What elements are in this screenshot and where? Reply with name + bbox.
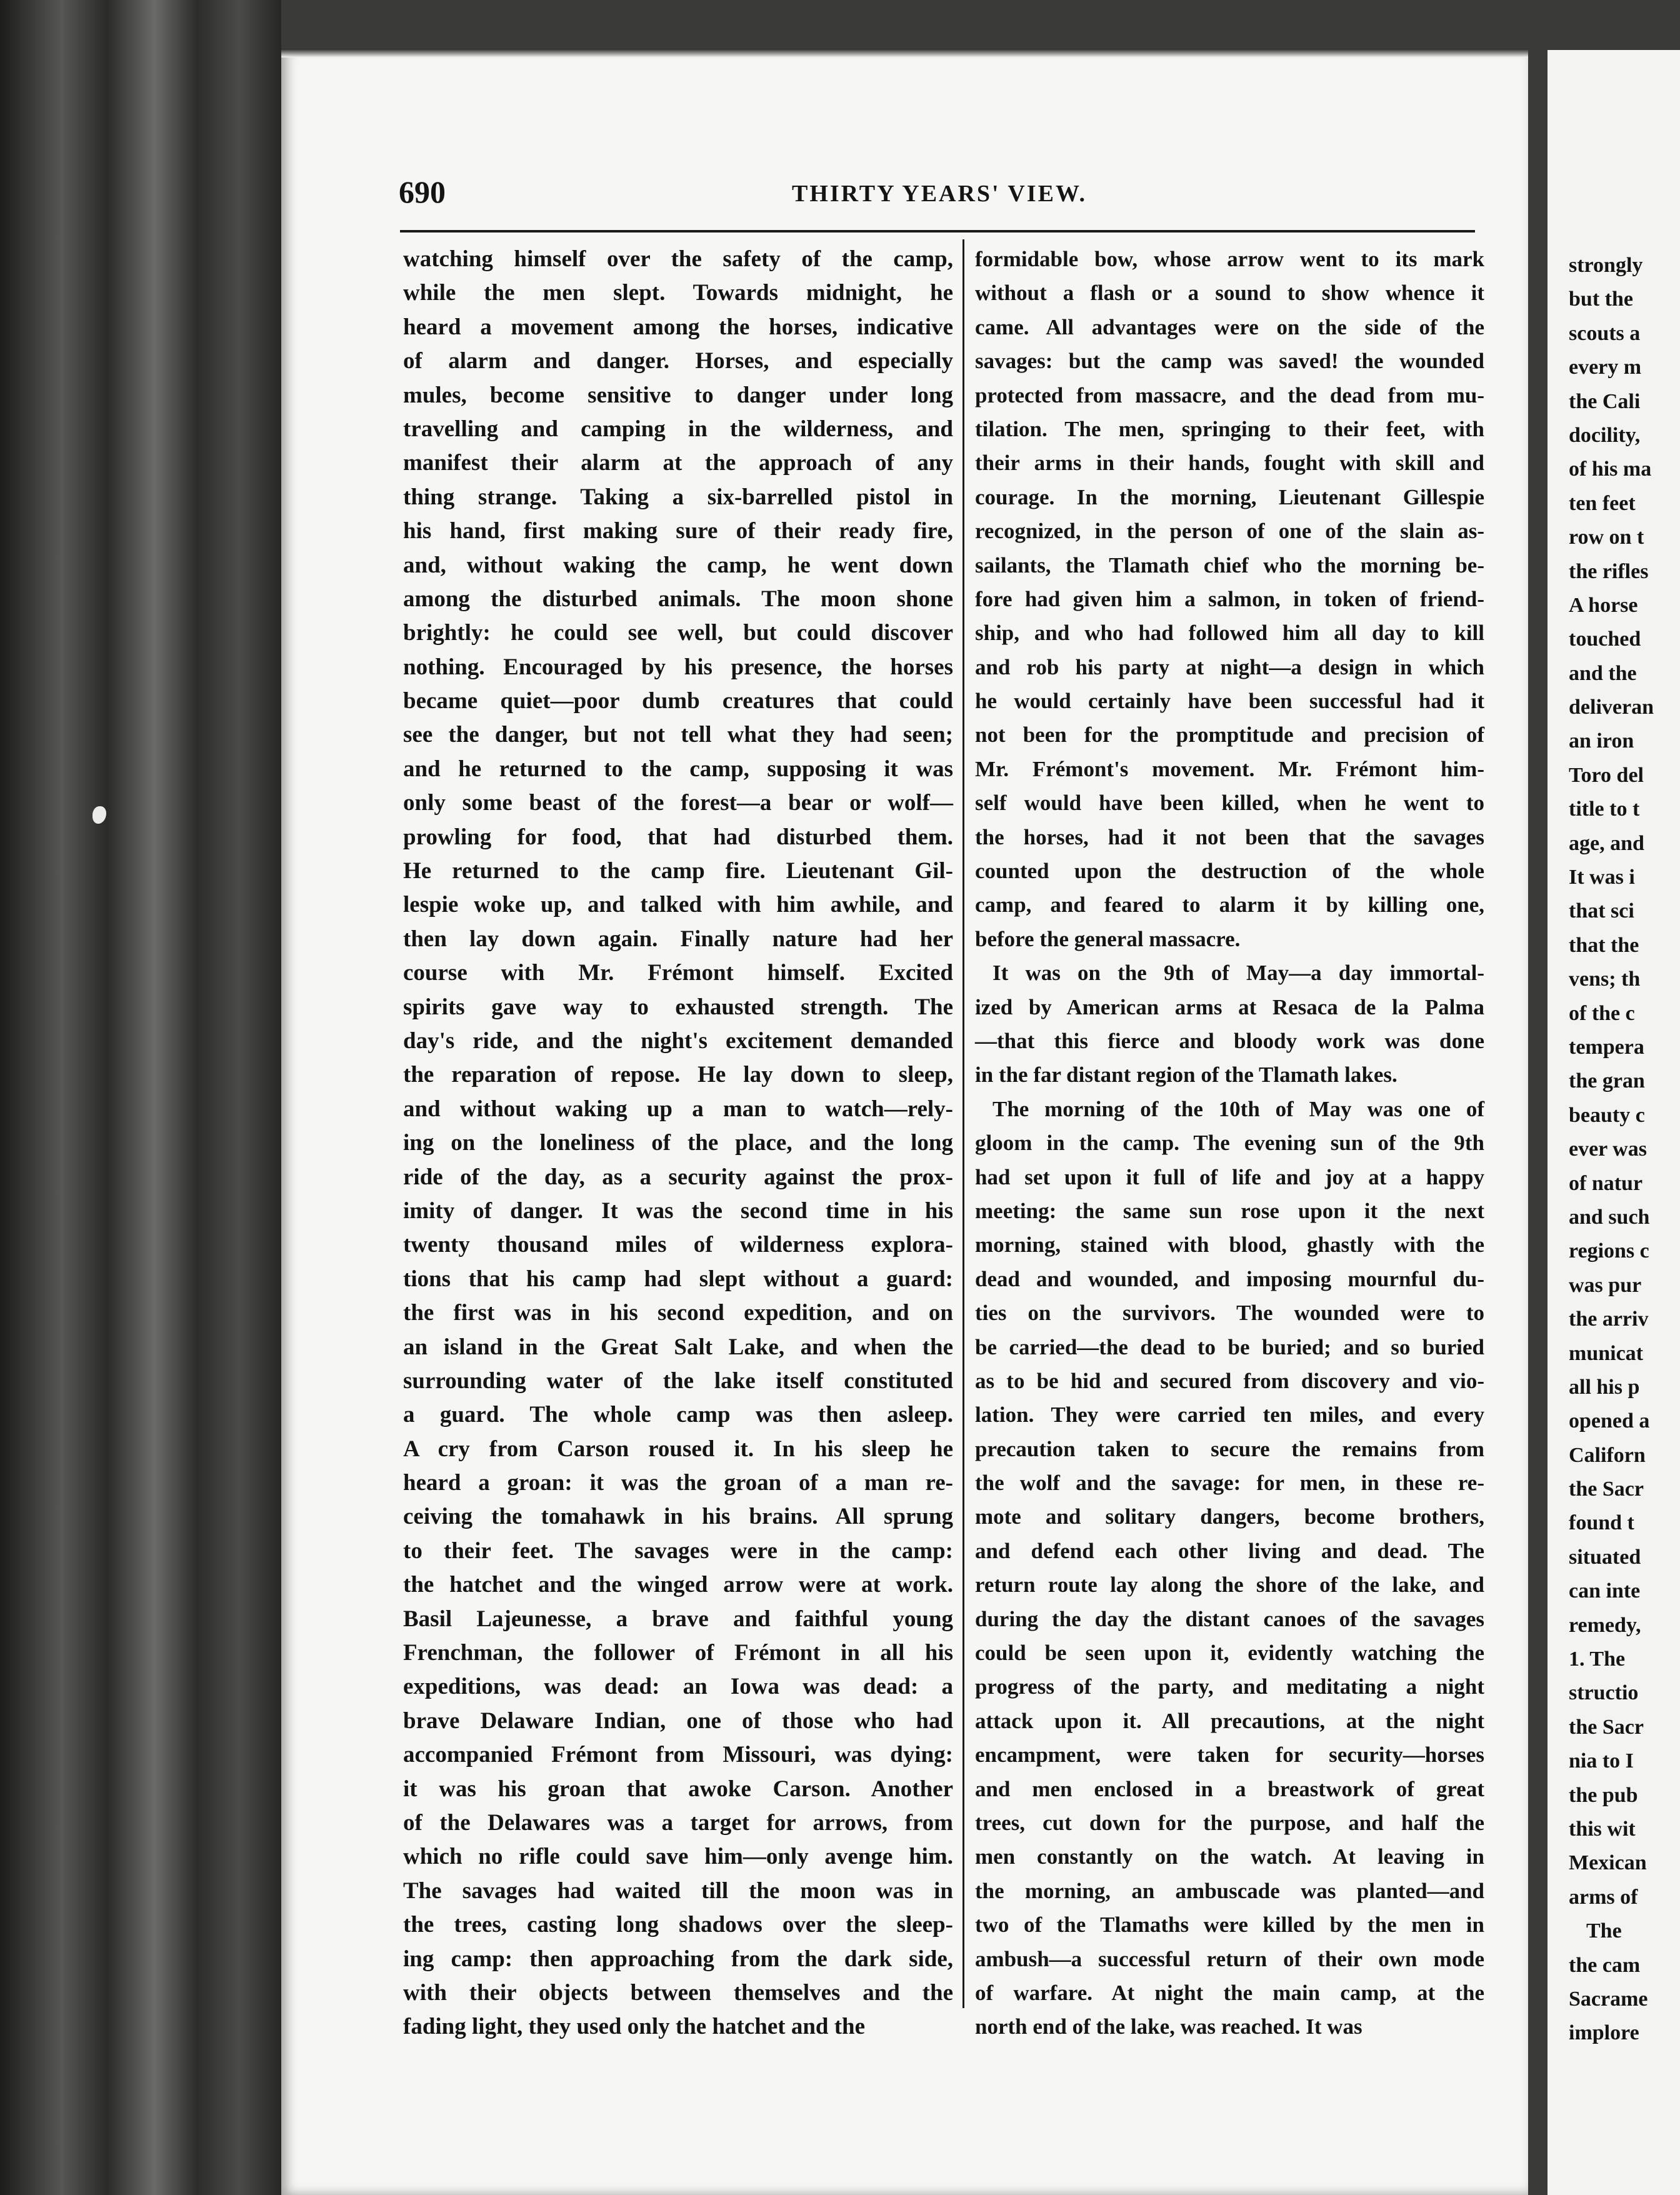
text-line: Toro del [1569, 763, 1644, 787]
text-line: beauty c [1569, 1103, 1645, 1127]
text-line: lespie woke up, and talked with him awhile, and [403, 892, 953, 918]
book-binding-edge [0, 0, 281, 2195]
text-line: deliveran [1569, 696, 1654, 719]
text-line: scouts a [1569, 321, 1641, 345]
text-line: an island in the Great Salt Lake, and when the [403, 1334, 953, 1360]
text-line: heard a movement among the horses, indicative [403, 314, 953, 340]
text-line: prowling for food, that had disturbed them. [403, 824, 953, 850]
text-line: heard a groan: it was the groan of a man re- [403, 1470, 953, 1496]
text-line: only some beast of the forest—a bear or wolf— [403, 790, 953, 816]
text-line: brave Delaware Indian, one of those who had [403, 1708, 953, 1734]
text-line: watching himself over the safety of the camp, [403, 246, 953, 272]
running-title: THIRTY YEARS' VIEW. [791, 181, 1088, 207]
text-line: of natur [1569, 1171, 1643, 1195]
text-line: Sacrame [1569, 1987, 1648, 2011]
text-line: camp, and feared to alarm it by killing one, [975, 892, 1484, 918]
text-line: and men enclosed in a breastwork of great [975, 1776, 1484, 1801]
text-line: tions that his camp had slept without a guard: [403, 1266, 953, 1292]
text-line: without a flash or a sound to show whence it [975, 281, 1484, 306]
text-line: encampment, were taken for security—horses [975, 1742, 1484, 1768]
text-line: ride of the day, as a security against the prox- [403, 1164, 953, 1190]
text-line: trees, cut down for the purpose, and half the [975, 1810, 1484, 1835]
text-line: he would certainly have been successful had it [975, 689, 1484, 714]
text-line: the reparation of repose. He lay down to sleep, [403, 1062, 953, 1088]
text-line: ship, and who had followed him all day to kill [975, 621, 1484, 646]
text-line: to their feet. The savages were in the camp: [403, 1538, 953, 1564]
text-line: that sci [1569, 899, 1634, 923]
text-line: remedy, [1569, 1613, 1641, 1637]
text-line: ing camp: then approaching from the dark side, [403, 1946, 953, 1972]
text-line: the wolf and the savage: for men, in these re- [975, 1471, 1484, 1496]
text-line: and the [1569, 661, 1637, 685]
text-line: accompanied Frémont from Missouri, was dying: [403, 1742, 953, 1768]
text-line: vens; th [1569, 968, 1641, 991]
text-line: it was his groan that awoke Carson. Another [403, 1776, 953, 1802]
text-line: came. All advantages were on the side of the [975, 314, 1484, 339]
text-line: The [1586, 1919, 1622, 1943]
text-line: north end of the lake, was reached. It was [975, 2014, 1362, 2039]
text-line: Frenchman, the follower of Frémont in all his [403, 1640, 953, 1666]
text-line: Basil Lajeunesse, a brave and faithful young [403, 1606, 953, 1632]
text-line: but the [1569, 288, 1633, 311]
text-line: the horses, had it not been that the savages [975, 824, 1484, 849]
text-line: opened a [1569, 1409, 1650, 1433]
text-line: the hatchet and the winged arrow were at work. [403, 1572, 953, 1598]
text-line: A cry from Carson roused it. In his sleep he [403, 1436, 953, 1462]
text-line: gloom in the camp. The evening sun of the 9th [975, 1131, 1484, 1156]
text-line: course with Mr. Frémont himself. Excited [403, 960, 953, 986]
text-line: courage. In the morning, Lieutenant Gillespie [975, 484, 1484, 509]
text-line: before the general massacre. [975, 926, 1241, 951]
text-line: ties on the survivors. The wounded were to [975, 1301, 1484, 1326]
text-line: mote and solitary dangers, become brothers, [975, 1504, 1484, 1529]
text-line: formidable bow, whose arrow went to its mark [975, 247, 1484, 271]
text-line: The morning of the 10th of May was one of [992, 1096, 1484, 1121]
text-line: spirits gave way to exhausted strength. The [403, 994, 953, 1020]
text-line: and defend each other living and dead. The [975, 1538, 1484, 1563]
text-line: mules, become sensitive to danger under long [403, 382, 953, 408]
text-line: can inte [1569, 1579, 1641, 1603]
text-line: implore [1569, 2021, 1639, 2045]
text-line: with their objects between themselves and the [403, 1979, 953, 2006]
text-line: their arms in their hands, fought with skill and [975, 451, 1484, 476]
text-line: and without waking up a man to watch—rely- [403, 1096, 953, 1122]
right-text-column [975, 242, 1484, 2044]
header-rule [400, 230, 1475, 232]
text-line: the arriv [1569, 1308, 1649, 1331]
text-line: that the [1569, 933, 1639, 957]
page-number: 690 [399, 174, 446, 209]
text-line: among the disturbed animals. The moon shone [403, 586, 953, 612]
text-line: It was i [1569, 866, 1635, 889]
text-line: —that this fierce and bloody work was done [975, 1028, 1484, 1053]
text-line: men constantly on the watch. At leaving in [975, 1844, 1484, 1869]
text-line: and such [1569, 1205, 1650, 1229]
text-line: the Sacr [1569, 1478, 1644, 1501]
text-line: thing strange. Taking a six-barrelled pistol in [403, 484, 953, 510]
text-line: be carried—the dead to be buried; and so buried [975, 1334, 1484, 1359]
text-line: counted upon the destruction of the whole [975, 859, 1484, 884]
text-line: as to be hid and secured from discovery and vio- [975, 1368, 1484, 1393]
text-line: arms of [1569, 1885, 1638, 1909]
text-line: twenty thousand miles of wilderness explora- [403, 1232, 953, 1258]
text-line: this wit [1569, 1817, 1636, 1841]
text-line: He returned to the camp fire. Lieutenant Gil- [403, 858, 953, 884]
text-line: an iron [1569, 729, 1634, 753]
text-line: sailants, the Tlamath chief who the morning be- [975, 552, 1484, 578]
text-line: A horse [1569, 593, 1638, 617]
facing-page-text [1569, 249, 1680, 2051]
text-line: situated [1569, 1545, 1641, 1569]
text-line: every m [1569, 356, 1642, 379]
text-line: Mexican [1569, 1851, 1647, 1875]
text-line: a guard. The whole camp was then asleep. [403, 1402, 953, 1428]
text-line: his hand, first making sure of their ready fire, [403, 518, 953, 544]
text-line: It was on the 9th of May—a day immortal- [992, 961, 1484, 986]
text-line: and, without waking the camp, he went down [403, 552, 953, 578]
text-line: municat [1569, 1341, 1643, 1365]
text-line: see the danger, but not tell what they had seen; [403, 722, 953, 748]
text-line: in the far distant region of the Tlamath lakes. [975, 1062, 1398, 1088]
text-line: all his p [1569, 1375, 1640, 1399]
text-line: day's ride, and the night's excitement demanded [403, 1028, 953, 1054]
column-divider [962, 239, 964, 2008]
text-line: strongly [1569, 254, 1643, 277]
text-line: dead and wounded, and imposing mournful du- [975, 1266, 1484, 1291]
text-line: the Cali [1569, 389, 1641, 413]
text-line: tempera [1569, 1035, 1644, 1059]
text-line: travelling and camping in the wilderness, and [403, 416, 953, 442]
facing-page-fragment [1548, 50, 1680, 2195]
text-line: surrounding water of the lake itself constituted [403, 1368, 953, 1394]
text-line: the trees, casting long shadows over the sleep- [403, 1912, 953, 1938]
text-line: structio [1569, 1681, 1639, 1705]
text-line: fading light, they used only the hatchet and the [403, 2014, 866, 2040]
text-line: two of the Tlamaths were killed by the men in [975, 1912, 1484, 1938]
text-line: was pur [1569, 1273, 1642, 1297]
text-line: manifest their alarm at the approach of any [403, 450, 953, 476]
text-line: meeting: the same sun rose upon it the next [975, 1198, 1484, 1223]
text-line: during the day the distant canoes of the savages [975, 1606, 1484, 1631]
text-line: had set upon it full of life and joy at a happy [975, 1164, 1484, 1189]
text-line: attack upon it. All precautions, at the night [975, 1708, 1484, 1733]
text-line: of the c [1569, 1001, 1635, 1025]
text-line: became quiet—poor dumb creatures that could [403, 688, 953, 714]
left-text-column [403, 242, 953, 2044]
text-line: precaution taken to secure the remains from [975, 1436, 1484, 1461]
text-line: Californ [1569, 1443, 1646, 1467]
text-line: of his ma [1569, 458, 1652, 481]
text-line: title to t [1569, 798, 1640, 821]
text-line: The savages had waited till the moon was in [403, 1878, 953, 1904]
text-line: found t [1569, 1511, 1634, 1535]
text-line: touched [1569, 628, 1641, 651]
text-line: of alarm and danger. Horses, and especially [403, 348, 953, 374]
text-line: imity of danger. It was the second time in his [403, 1198, 953, 1224]
text-line: docility, [1569, 423, 1641, 447]
text-line: not been for the promptitude and precision of [975, 722, 1484, 748]
text-line: self would have been killed, when he went to [975, 791, 1484, 816]
text-line: return route lay along the shore of the lake, and [975, 1572, 1484, 1598]
text-line: and rob his party at night—a design in which [975, 654, 1484, 679]
text-line: nia to I [1569, 1749, 1634, 1773]
text-line: Mr. Frémont's movement. Mr. Frémont him- [975, 756, 1484, 781]
text-line: ing on the loneliness of the place, and the long [403, 1130, 953, 1156]
text-line: 1. The [1569, 1648, 1626, 1671]
text-line: of warfare. At night the main camp, at the [975, 1980, 1484, 2005]
text-line: the Sacr [1569, 1715, 1644, 1739]
text-line: the morning, an ambuscade was planted—and [975, 1878, 1484, 1903]
book-page-690 [281, 49, 1528, 2195]
text-line: row on t [1569, 526, 1644, 549]
text-line: expeditions, was dead: an Iowa was dead: a [403, 1674, 953, 1700]
text-line: progress of the party, and meditating a night [975, 1674, 1484, 1699]
text-line: ever was [1569, 1138, 1647, 1161]
text-line: morning, stained with blood, ghastly with the [975, 1232, 1484, 1258]
text-line: the cam [1569, 1953, 1641, 1977]
text-line: then lay down again. Finally nature had her [403, 926, 953, 952]
text-line: ten feet [1569, 491, 1636, 515]
text-line: the gran [1569, 1069, 1645, 1093]
text-line: and he returned to the camp, supposing it was [403, 756, 953, 782]
text-line: recognized, in the person of one of the slain as- [975, 519, 1484, 544]
text-line: tilation. The men, springing to their feet, with [975, 416, 1484, 441]
text-line: could be seen upon it, evidently watching the [975, 1641, 1484, 1666]
text-line: regions c [1569, 1239, 1649, 1263]
text-line: the rifles [1569, 559, 1649, 583]
text-line: ambush—a successful return of their own mode [975, 1946, 1484, 1971]
text-line: fore had given him a salmon, in token of friend- [975, 586, 1484, 611]
text-line: the pub [1569, 1783, 1638, 1807]
text-line: savages: but the camp was saved! the wounded [975, 349, 1484, 374]
text-line: protected from massacre, and the dead from mu- [975, 382, 1484, 408]
text-line: ceiving the tomahawk in his brains. All sprung [403, 1504, 953, 1530]
text-line: ized by American arms at Resaca de la Palma [975, 994, 1484, 1019]
text-line: the first was in his second expedition, and on [403, 1300, 953, 1326]
text-line: age, and [1569, 831, 1644, 855]
text-line: nothing. Encouraged by his presence, the horses [403, 654, 953, 680]
text-line: which no rifle could save him—only avenge him. [403, 1844, 953, 1870]
text-line: while the men slept. Towards midnight, he [403, 280, 953, 306]
page-header [399, 174, 1480, 230]
text-line: brightly: he could see well, but could discover [403, 620, 953, 646]
text-line: lation. They were carried ten miles, and every [975, 1402, 1484, 1428]
text-line: of the Delawares was a target for arrows, from [403, 1809, 953, 1836]
